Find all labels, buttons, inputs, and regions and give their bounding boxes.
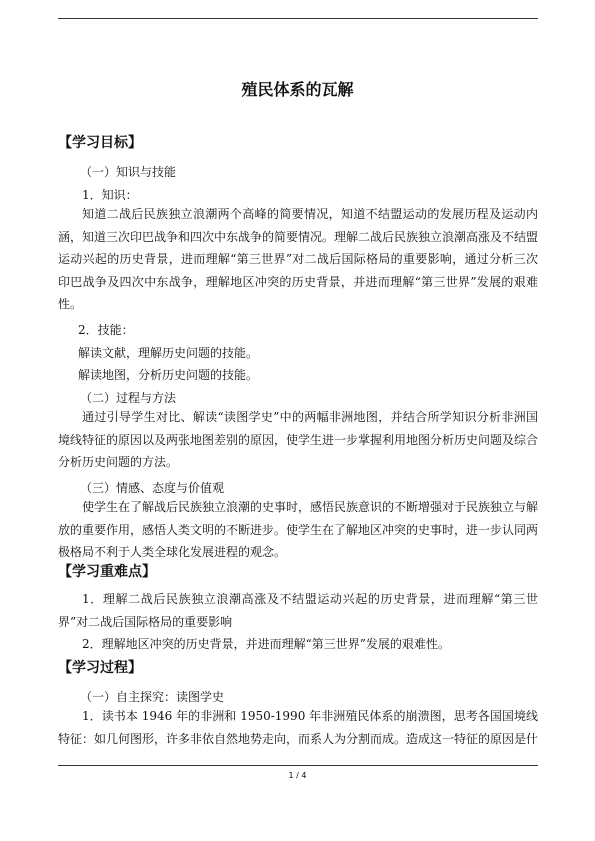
- skill-line: 解读地图，分析历史问题的技能。: [78, 368, 259, 382]
- section-heading-goals: 【学习目标】: [58, 135, 142, 151]
- keypoint-2: 2．理解地区冲突的历史背景，并进而理解“第三世界”发展的艰难性。: [82, 637, 450, 651]
- header-rule: [58, 18, 538, 19]
- item-label: 1．知识：: [82, 188, 138, 202]
- document-title: 殖民体系的瓦解: [241, 80, 354, 99]
- values-paragraph: 使学生在了解战后民族独立浪潮的史事时，感悟民族意识的不断增强对于民族独立与解放的重要作用，感悟人类文明的不断进步。使学生在了解地区冲突的史事时，进一步认同两极格局不利于人类全球化发展进程的观念。: [58, 500, 539, 559]
- page-number: 1 / 4: [288, 771, 307, 780]
- footer-rule: [58, 765, 538, 766]
- section-heading-process: 【学习过程】: [58, 660, 142, 676]
- process-paragraph-1: 1．读书本 1946 年的非洲和 1950-1990 年非洲殖民体系的崩溃图，思考各国国境线特征：如几何图形，许多非依自然地势走向，而系人为分割而成。造成这一特征的原因是什: [58, 709, 539, 746]
- section-heading-keypoints: 【学习重难点】: [58, 564, 156, 580]
- subsection-title: （一）自主探究：读图学史: [80, 690, 225, 704]
- skill-line: 解读文献，理解历史问题的技能。: [78, 346, 259, 360]
- subsection-title: （一）知识与技能: [80, 165, 177, 179]
- method-paragraph: 通过引导学生对比、解读“读图学史”中的两幅非洲地图，并结合所学知识分析非洲国境线特征的原因以及两张地图差别的原因，使学生进一步掌握利用地图分析历史问题及综合分析历史问题的方法。: [58, 410, 539, 469]
- item-label: 2．技能：: [78, 323, 134, 337]
- subsection-title: （三）情感、态度与价值观: [80, 481, 225, 495]
- keypoint-1: 1．理解二战后民族独立浪潮高涨及不结盟运动兴起的历史背景，进而理解“第三世界”对二战后国际格局的重要影响: [58, 592, 538, 629]
- subsection-title: （二）过程与方法: [80, 391, 177, 405]
- knowledge-paragraph: 知道二战后民族独立浪潮两个高峰的简要情况，知道不结盟运动的发展历程及运动内涵，知道三次印巴战争和四次中东战争的简要情况。理解二战后民族独立浪潮高涨及不结盟运动兴起的历史背景，进而理解“第三世界”对二战后国际格局的重要影响，通过分析三次印巴战争及四次中东战争，理解地区冲突的历史背景，并进而理解“第三世界”发展的艰难性。: [58, 207, 539, 311]
